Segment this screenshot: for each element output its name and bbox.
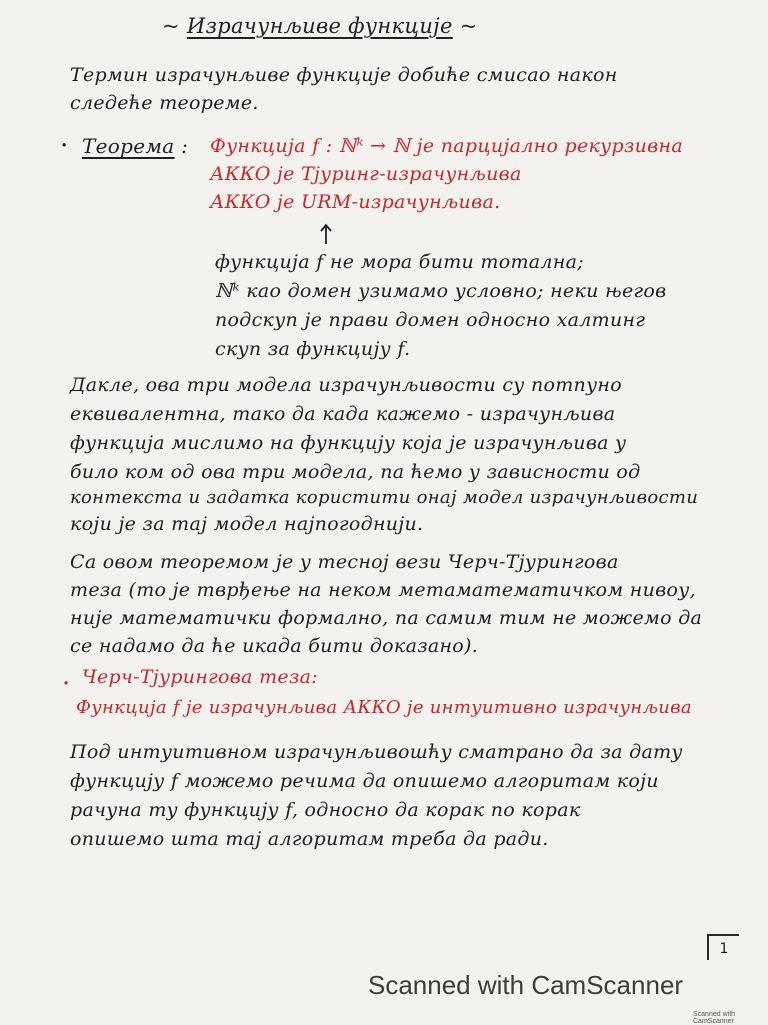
intro-line-1: Термин израчунљиве функције добиће смисао након [70, 64, 618, 86]
camscanner-watermark-small: Scanned with CamScanner [693, 1011, 736, 1025]
paragraph1-line-1: Дакле, ова три модела израчунљивости су потпуно [70, 374, 622, 396]
camscanner-watermark: Scanned with CamScanner [368, 970, 684, 1000]
paragraph2-line-3: није математички формално, па самим тим не можемо да [70, 607, 703, 629]
thesis-bullet: · [62, 669, 71, 699]
page-title-text: Израчунљиве функције [186, 14, 453, 38]
theorem-line-3: АККО је URM-израчунљива. [210, 191, 501, 213]
paragraph1-line-3: функција мислимо на функцију која је израчунљива у [70, 432, 627, 454]
paragraph3-line-1: Под интуитивном израчунљивошћу сматрано да за дату [70, 741, 683, 763]
theorem-heading: Теорема : [82, 134, 189, 158]
intro-line-2: следеће теореме. [70, 92, 259, 114]
theorem-line-1: Функција f : ℕᵏ → ℕ је парцијално рекурзивна [210, 135, 683, 157]
theorem-line-2: АККО је Тјуринг-израчунљива [210, 163, 522, 185]
up-arrow-icon [318, 222, 334, 246]
thesis-heading: Черч-Тјурингова теза: [82, 666, 318, 688]
note-line-1: функција f не мора бити тотална; [215, 251, 584, 273]
paragraph2-line-1: Са овом теоремом је у тесној вези Черч-Тјурингова [70, 551, 619, 573]
paragraph2-line-2: теза (то је тврђење на неком метаматематичком нивоу, [70, 579, 696, 601]
note-line-4: скуп за функцију f. [215, 338, 411, 360]
paragraph1-line-6: који је за тај модел најпогоднији. [70, 513, 424, 535]
paragraph3-line-3: рачуна ту функцију f, односно да корак по корак [70, 799, 581, 821]
theorem-bullet: · [60, 131, 69, 161]
page-number: 1 [707, 934, 739, 960]
paragraph2-line-4: се надамо да ће икада бити доказано). [70, 635, 479, 657]
note-line-3: подскуп је прави домен односно халтинг [215, 309, 646, 331]
note-line-2: ℕᵏ као домен узимамо условно; неки његов [215, 280, 667, 302]
paragraph3-line-4: опишемо шта тај алгоритам треба да ради. [70, 828, 549, 850]
paragraph3-line-2: функцију f можемо речима да опишемо алгоритам који [70, 770, 659, 792]
paragraph1-line-2: еквивалентна, тако да када кажемо - израчунљива [70, 403, 616, 425]
paragraph1-line-4: било ком од ова три модела, па ћемо у зависности од [70, 461, 641, 483]
page-title: ~ Израчунљиве функције ~ [162, 14, 478, 38]
paragraph1-line-5: контекста и задатка користити онај модел израчунљивости [70, 487, 699, 508]
thesis-label: Черч-Тјурингова теза [82, 666, 312, 688]
thesis-line: Функција f је израчунљива АККО је интуитивно израчунљива [76, 697, 692, 718]
theorem-label: Теорема [82, 134, 175, 158]
